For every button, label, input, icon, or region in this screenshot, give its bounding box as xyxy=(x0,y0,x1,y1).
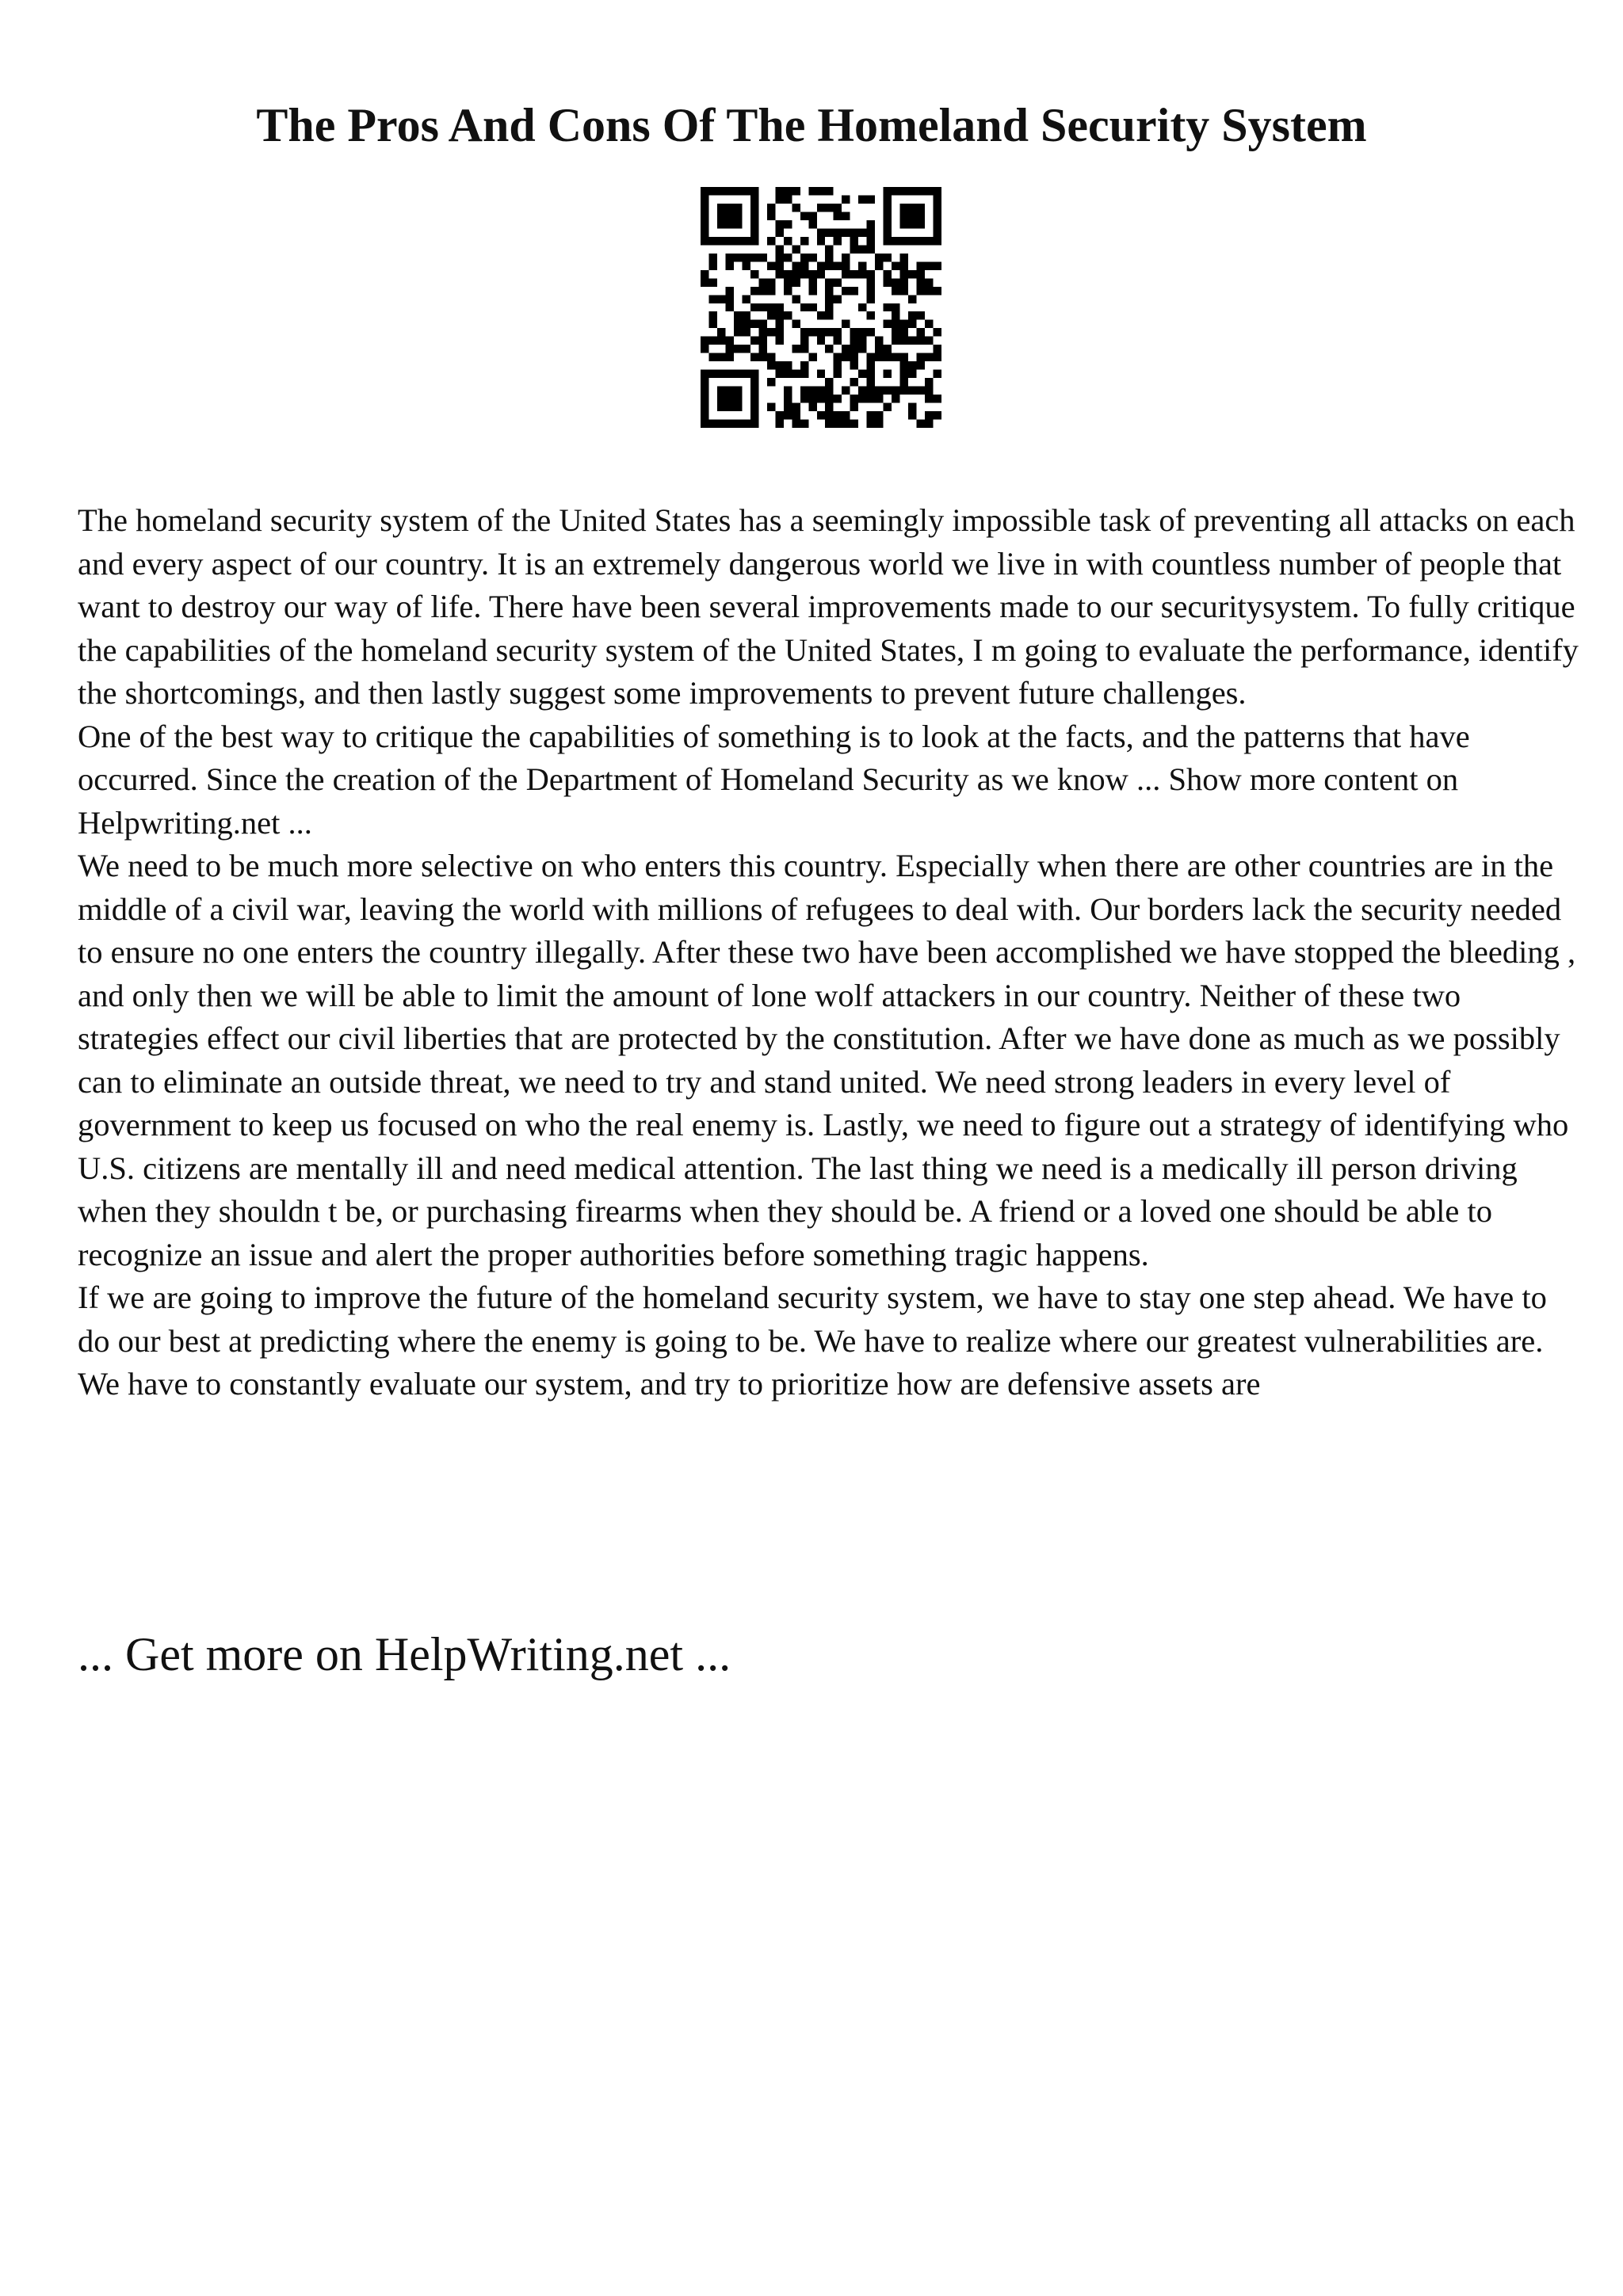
paragraph: The homeland security system of the United States has a seemingly impossible task of preventing all attacks on each and every aspect of our country. It is an extremely dangerous world we live in with countless number of people that want to destroy our way of life. There have been several improvements made to our securitysystem. To fully critique the capabilities of the homeland security system of the United States, I m going to evaluate the performance, identify the shortcomings, and then lastly suggest some improvements to prevent future challenges. xyxy=(78,502,1579,711)
get-more-link[interactable]: ... Get more on HelpWriting.net ... xyxy=(78,1628,731,1680)
qr-code-graphic xyxy=(701,187,941,428)
qr-code-icon xyxy=(701,187,941,428)
page-title: The Pros And Cons Of The Homeland Security System xyxy=(256,99,1367,151)
paragraph: If we are going to improve the future of the homeland security system, we have to stay one step ahead. We have to do our best at predicting where the enemy is going to be. We have to realize where our greatest vulnerabilities are. We have to constantly evaluate our system, and try to prioritize how are defensive assets are xyxy=(78,1280,1547,1402)
paragraph: One of the best way to critique the capabilities of something is to look at the facts, and the patterns that have occurred. Since the creation of the Department of Homeland Security as we know ... Show more content on Helpwriting.net ... xyxy=(78,718,1470,841)
article-body xyxy=(78,499,1583,1406)
paragraph: We need to be much more selective on who enters this country. Especially when there are other countries are in the middle of a civil war, leaving the world with millions of refugees to deal with. Our borders lack the security needed to ensure no one enters the country illegally. After these two have been accomplished we have stopped the bleeding , and only then we will be able to limit the amount of lone wolf attackers in our country. Neither of these two strategies effect our civil liberties that are protected by the constitution. After we have done as much as we possibly can to eliminate an outside threat, we need to try and stand united. We need strong leaders in every level of government to keep us focused on who the real enemy is. Lastly, we need to figure out a strategy of identifying who U.S. citizens are mentally ill and need medical attention. The last thing we need is a medically ill person driving when they shouldn t be, or purchasing firearms when they should be. A friend or a loved one should be able to recognize an issue and alert the proper authorities before something tragic happens. xyxy=(78,848,1576,1272)
